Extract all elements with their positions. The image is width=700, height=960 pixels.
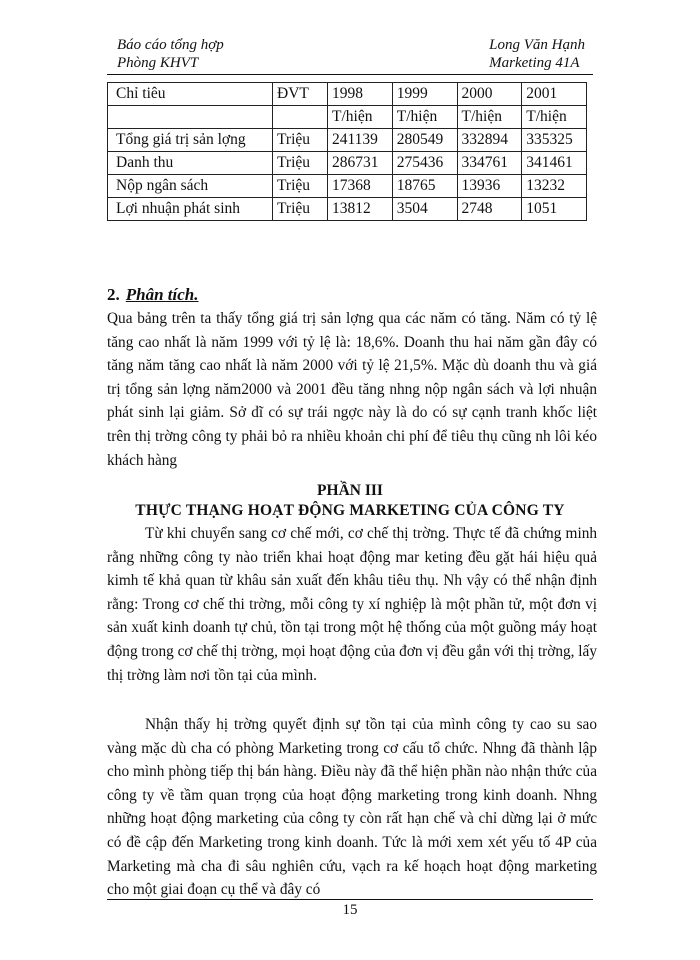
body-paragraph: Từ khi chuyển sang cơ chế mới, cơ chế thị trờng. Thực tế đã chứng minh rằng những công ty nào triển khai hoạt động mar keting đều gặt hái hiệu quả kimh tế khả quan từ khâu sản xuất đến khâu tiêu thụ. Nh vậy có thể nhận định rằng: Trong cơ chế thi trờng, mỗi công ty xí nghiệp là một phần tử, một đơn vị sản xuất kinh doanh tự chủ, tồn tại trong một hệ thống của một guồng máy hoạt động trong cơ chế thị trờng, mọi hoạt động của đơn vị đều gắn với thị trờng, lấy thị trờng làm nơi tồn tại của mình. <box>107 525 597 684</box>
table-row <box>108 175 587 198</box>
part-title: PHẦN III <box>317 482 383 499</box>
header-author: Long Văn Hạnh <box>489 37 585 53</box>
table-row <box>108 152 587 175</box>
table-header-cell: T/hiện <box>392 106 457 129</box>
indicator-table <box>107 82 587 221</box>
section-title: Phân tích. <box>125 285 199 304</box>
table-cell: Triệu <box>273 198 328 221</box>
table-header-cell: ĐVT <box>273 83 328 106</box>
table-row <box>108 198 587 221</box>
table-header-cell: Chỉ tiêu <box>108 83 273 106</box>
table-cell: 3504 <box>392 198 457 221</box>
body-paragraph: Nhận thấy hị trờng quyết định sự tồn tại của mình công ty cao su sao vàng mặc dù cha có phòng Marketing trong cơ cấu tổ chức. Nhng đã thành lập cho mình phòng tiếp thị bán hàng. Điều này đã thể hiện phần nào nhận thức của công ty về tầm quan trọng của hoạt động marketing trong kinh doanh. Nhng những hoạt động marketing của công ty còn rất hạn chế và chỉ dừng lại ở mức có đề cập đến Marketing trong kinh doanh. Tức là mới xem xét yếu tố 4P của Marketing mà cha đi sâu nghiên cứu, vạch ra kế hoạch hoạt động marketing cho một giai đoạn cụ thể và đây có <box>107 716 597 899</box>
table-header-cell <box>108 106 273 129</box>
table-header-cell: T/hiện <box>522 106 587 129</box>
table-header-cell: T/hiện <box>457 106 522 129</box>
page-header <box>107 36 593 76</box>
table-cell: Triệu <box>273 129 328 152</box>
table-cell: 13812 <box>328 198 393 221</box>
header-left <box>117 36 224 72</box>
table-row <box>108 129 587 152</box>
table-cell: Nộp ngân sách <box>108 175 273 198</box>
table-cell: 241139 <box>328 129 393 152</box>
section-heading <box>107 285 199 305</box>
table-header-row <box>108 83 587 106</box>
part-subtitle: THỰC THẠNG HOẠT ĐỘNG MARKETING CỦA CÔNG TY <box>135 502 565 519</box>
footer-divider <box>107 899 593 900</box>
table-cell: Lợi nhuận phát sinh <box>108 198 273 221</box>
header-class: Marketing 41A <box>489 55 580 71</box>
table-cell: 280549 <box>392 129 457 152</box>
table-cell: Triệu <box>273 175 328 198</box>
section-number: 2. <box>107 285 120 304</box>
table-cell: 275436 <box>392 152 457 175</box>
table-cell: 13232 <box>522 175 587 198</box>
table-header-cell: 1998 <box>328 83 393 106</box>
table-header-cell: 2000 <box>457 83 522 106</box>
header-department: Phòng KHVT <box>117 55 199 71</box>
table-cell: Tổng giá trị sản lợng <box>108 129 273 152</box>
page-number: 15 <box>342 902 358 918</box>
table-cell: 341461 <box>522 152 587 175</box>
table-cell: 335325 <box>522 129 587 152</box>
analysis-paragraph: Qua bảng trên ta thấy tổng giá trị sản lợng qua các năm có tăng. Năm có tỷ lệ tăng cao nhất là năm 1999 với tỷ lệ là: 18,6%. Doanh thu hai năm gần đây có tăng năm tăng cao nhất là năm 2000 với tỷ lệ 21,5%. Mặc dù doanh thu và giá trị tổng sản lợng năm2000 và 2001 đều tăng nhng nộp ngân sách và lợi nhuận phát sinh lại giảm. Sở dĩ có sự trái ngợc này là do có sự cạnh tranh khốc liệt trên thị trờng công ty phải bỏ ra nhiều khoản chi phí để tiêu thụ cũng nh lôi kéo khách hàng <box>107 310 597 469</box>
table-cell: 13936 <box>457 175 522 198</box>
table-cell: 334761 <box>457 152 522 175</box>
table-header-cell: 1999 <box>392 83 457 106</box>
table-header-row <box>108 106 587 129</box>
table-cell: Danh thu <box>108 152 273 175</box>
table-cell: 17368 <box>328 175 393 198</box>
table-cell: 1051 <box>522 198 587 221</box>
table-cell: 332894 <box>457 129 522 152</box>
table-cell: 18765 <box>392 175 457 198</box>
table-cell: 2748 <box>457 198 522 221</box>
header-right <box>489 36 585 72</box>
header-divider <box>107 74 593 75</box>
header-report-title: Báo cáo tổng hợp <box>117 37 224 53</box>
table-header-cell: T/hiện <box>328 106 393 129</box>
table-header-cell: 2001 <box>522 83 587 106</box>
table-header-cell <box>273 106 328 129</box>
table-cell: 286731 <box>328 152 393 175</box>
table-cell: Triệu <box>273 152 328 175</box>
